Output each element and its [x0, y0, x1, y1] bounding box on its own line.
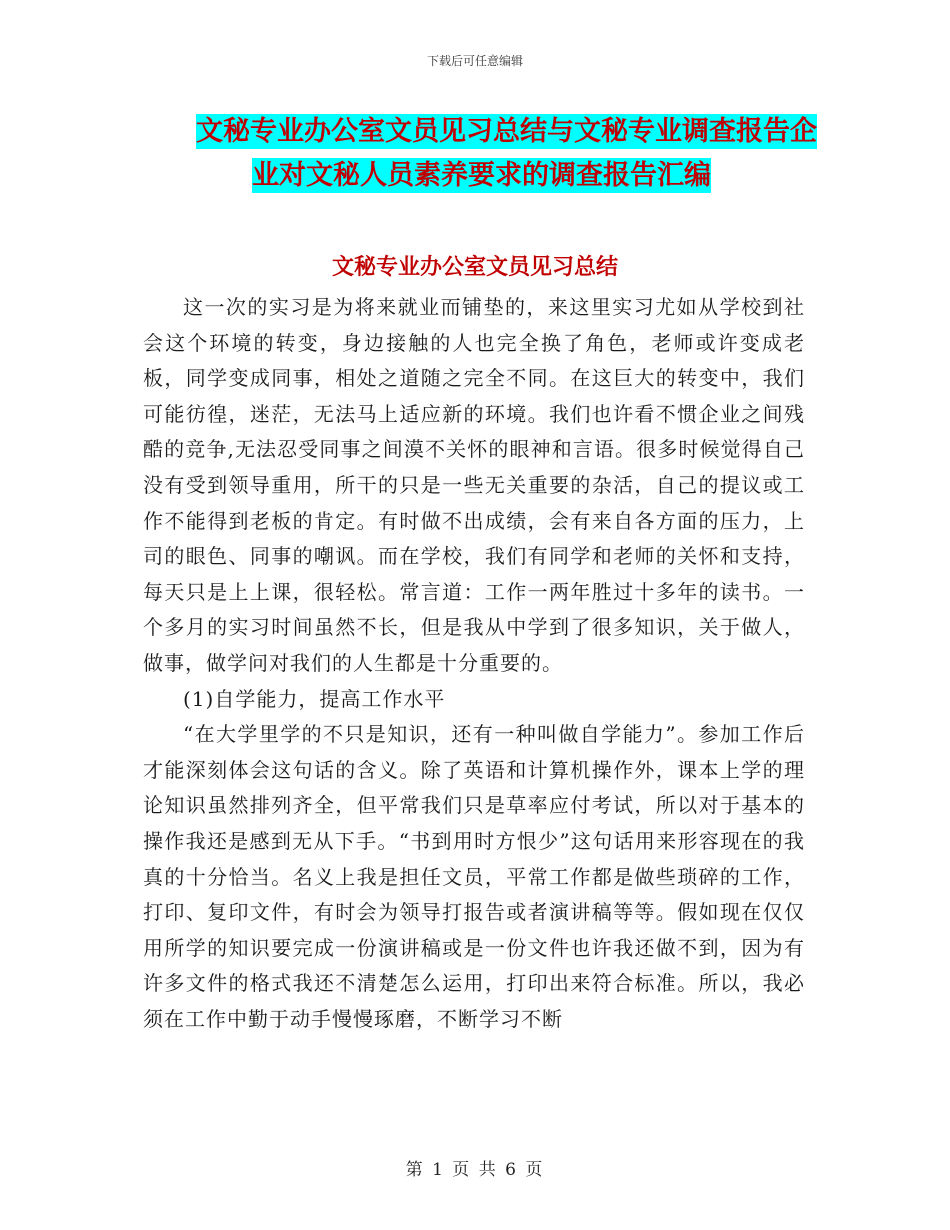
paragraph-self-study: “在大学里学的不只是知识，还有一种叫做自学能力”。参加工作后才能深刻体会这句话的含义。除了英语和计算机操作外，课本上学的理论知识虽然排列齐全，但平常我们只是草率应付考试，所以对于基本的操作我还是感到无从下手。“书到用时方恨少”这句话用来形容现在的我真的十分恰当。名义上我是担任文员，平常工作都是做些琐碎的工作，打印、复印文件，有时会为领导打报告或者演讲稿等等。假如现在仅仅用所学的知识要完成一份演讲稿或是一份文件也许我还做不到，因为有许多文件的格式我还不清楚怎么运用，打印出来符合标准。所以，我必须在工作中勤于动手慢慢琢磨，不断学习不断	[143, 722, 805, 1031]
title-line-2: 业对文秘人员素养要求的调查报告汇编	[252, 160, 711, 191]
section-title: 文秘专业办公室文员见习总结	[331, 255, 618, 280]
document-body	[143, 290, 805, 1037]
paragraph-heading-self-study: (1)自学能力，提高工作水平	[183, 686, 446, 711]
document-title	[160, 110, 820, 198]
title-line-1: 文秘专业办公室文员见习总结与文秘专业调查报告企	[196, 116, 817, 147]
paragraph-intro: 这一次的实习是为将来就业而铺垫的，来这里实习尤如从学校到社会这个环境的转变，身边接触的人也完全换了角色，老师或许变成老板，同学变成同事，相处之道随之完全不同。在这巨大的转变中，我们可能彷徨，迷茫，无法马上适应新的环境。我们也许看不惯企业之间残酷的竞争,无法忍受同事之间漠不关怀的眼神和言语。很多时候觉得自己没有受到领导重用，所干的只是一些无关重要的杂活，自己的提议或工作不能得到老板的肯定。有时做不出成绩，会有来自各方面的压力，上司的眼色、同事的嘲讽。而在学校，我们有同学和老师的关怀和支持，每天只是上上课，很轻松。常言道：工作一两年胜过十多年的读书。一个多月的实习时间虽然不长，但是我从中学到了很多知识，关于做人，做事，做学问对我们的人生都是十分重要的。	[143, 295, 805, 675]
header-note: 下载后可任意编辑	[426, 54, 523, 68]
page-footer: 第 1 页 共 6 页	[405, 1160, 545, 1180]
